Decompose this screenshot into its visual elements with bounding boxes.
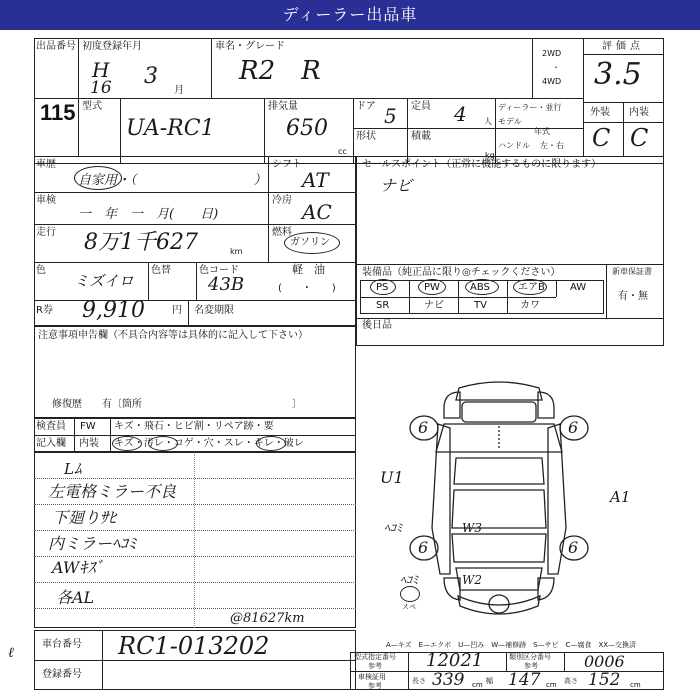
- row2-circle-3: [256, 436, 286, 451]
- shift-label: シフト: [272, 159, 302, 170]
- recycle-label: R券: [36, 305, 53, 316]
- notes-label: 注意事項申告欄（不具合内容等は具体的に記入して下さい）: [38, 330, 308, 341]
- wheel-rl: 6: [418, 538, 429, 557]
- inspection-label: 車検: [36, 195, 56, 206]
- car-name-value: R2 R: [239, 56, 321, 86]
- equip-pw: PW: [424, 282, 440, 293]
- exterior-value: C: [592, 124, 611, 152]
- displacement-unit: cc: [338, 147, 347, 156]
- equip-sr: SR: [376, 300, 390, 311]
- inspection-value: 一 年 一 月( 日): [78, 207, 219, 222]
- wheel-rr: 6: [568, 538, 579, 557]
- drive-2wd: 2WD: [542, 49, 562, 58]
- lot-label: 出品番号: [36, 41, 76, 52]
- doors-label: ドア: [356, 101, 376, 112]
- height-unit: cm: [630, 681, 641, 689]
- class-no-sub: 参考: [524, 662, 538, 670]
- damage-legend: A—キズ E—エクボ U—凹み W—補修跡 S—サビ C—腐食 XX—交換済: [386, 641, 637, 649]
- first-reg-era: H: [92, 58, 110, 82]
- recycle-value: 9,910: [82, 298, 145, 323]
- inspector-row2: キズ・汚レ・コゲ・穴・スレ・キレ・破レ: [114, 438, 304, 449]
- equip-abs-circle: [465, 279, 499, 295]
- capacity-label: 定員: [411, 101, 431, 112]
- color-value: ミズイロ: [74, 272, 134, 290]
- car-name-label: 車名・グレード: [215, 41, 285, 52]
- width-unit: cm: [546, 681, 557, 689]
- mark-dent-lower: ﾍｺﾐ: [400, 573, 419, 587]
- equip-ps: PS: [376, 282, 389, 293]
- sales-point-label: セールスポイント（正常に機能するものに限ります）: [362, 159, 602, 170]
- equip-ps-circle: [370, 279, 396, 295]
- entry-label: 記入欄: [36, 438, 66, 449]
- dealer-year: 年式: [534, 127, 550, 136]
- header-frame: [34, 38, 664, 164]
- model-value: UA-RC1: [126, 116, 215, 141]
- wheel-fr: 6: [568, 418, 579, 437]
- fuel-other: ( ・ ): [278, 283, 336, 294]
- interior-value: C: [630, 124, 649, 152]
- first-reg-month: 3: [144, 64, 158, 89]
- mileage-label: 走行: [36, 227, 56, 238]
- equip-leather: カワ: [520, 300, 540, 311]
- mark-dent-left: ﾍｺﾐ: [384, 521, 403, 535]
- equip-abs: ABS: [470, 282, 490, 293]
- color-label: 色: [36, 265, 46, 276]
- row2-circle-2: [148, 436, 178, 451]
- equip-pw-circle: [418, 279, 446, 295]
- margin-mark: ℓ: [8, 645, 14, 661]
- first-reg-label: 初度登録年月: [82, 41, 142, 52]
- width-value: 147: [508, 670, 541, 690]
- load-unit: kg: [485, 151, 495, 160]
- dealer-line1: ディーラー・並行: [498, 103, 562, 112]
- inspector-row1: キズ・飛石・ヒビ割・リペア跡・要: [114, 421, 274, 432]
- odometer-note: @81627km: [230, 611, 305, 626]
- load-label: 積載: [411, 131, 431, 142]
- class-no-label: 類別区分番号: [509, 653, 551, 661]
- inspector-label: 検査員: [36, 421, 66, 432]
- drive-sep: ・: [552, 63, 560, 72]
- equip-aw: AW: [570, 282, 587, 293]
- chassis-value: RC1-013202: [118, 632, 270, 660]
- dims-sub: 参考: [368, 682, 382, 690]
- equip-tv: TV: [474, 300, 487, 311]
- color-code-label: 色コード: [199, 265, 239, 276]
- spare-circle: [400, 586, 420, 602]
- height-label: 高さ: [564, 677, 578, 685]
- width-label: 幅: [486, 677, 493, 685]
- length-label: 長さ: [412, 677, 426, 685]
- fuel-circle: [284, 232, 340, 254]
- shift-value: AT: [302, 168, 329, 192]
- dealer-handle-side: 左・右: [540, 141, 564, 150]
- note-2: 左電格ミラー不良: [48, 482, 177, 501]
- equip-navi: ナビ: [424, 300, 444, 311]
- note-4: 内ミラーﾍｺﾐ: [48, 534, 137, 553]
- fuel-diesel: 軽 油: [292, 263, 325, 276]
- length-value: 339: [432, 670, 465, 690]
- color-change-label: 色替: [151, 265, 171, 276]
- length-unit: cm: [472, 681, 483, 689]
- wheel-fl: 6: [418, 418, 429, 437]
- warranty-value: 有・無: [618, 291, 648, 302]
- capacity-unit: 人: [484, 117, 492, 126]
- note-1: Lﾑ: [64, 460, 82, 478]
- auction-banner: ディーラー出品車: [0, 0, 700, 30]
- fuel-gasoline: ガソリン: [290, 237, 330, 248]
- shape-label: 形状: [356, 131, 376, 142]
- interior-label: 内装: [629, 107, 649, 118]
- reg-no-label: 登録番号: [42, 669, 82, 680]
- warranty-label: 新車保証書: [612, 267, 652, 276]
- aircon-value: AC: [302, 200, 332, 224]
- inspector-interior: 内装: [79, 438, 99, 449]
- grade-value: 3.5: [594, 57, 642, 92]
- drive-4wd: 4WD: [542, 77, 562, 86]
- doors-value: 5: [384, 104, 397, 128]
- color-code-value: 43B: [208, 274, 245, 295]
- type-no-sub: 参考: [368, 662, 382, 670]
- equipment-label: 装備品（純正品に限り◎チェックください）: [362, 267, 561, 278]
- recycle-unit: 円: [172, 305, 182, 316]
- note-6: 各AL: [56, 588, 95, 607]
- note-5: AWｷｽﾞ: [52, 558, 104, 577]
- equip-airbag: エアB: [518, 282, 545, 293]
- repair-history: 修復歴 有〔箇所 〕: [52, 399, 302, 410]
- mark-w2: W2: [462, 573, 482, 587]
- model-label: 型式: [82, 101, 102, 112]
- capacity-value: 4: [454, 102, 467, 126]
- equip-airbag-circle: [513, 279, 547, 295]
- first-reg-year: 16: [90, 78, 112, 98]
- sales-point-value: ナビ: [380, 176, 413, 195]
- inspector-fw: FW: [80, 421, 96, 432]
- mark-a1: A1: [610, 488, 631, 506]
- exterior-label: 外装: [590, 107, 610, 118]
- spare-label: スペ: [402, 603, 416, 611]
- displacement-label: 排気量: [268, 101, 298, 112]
- lot-number: 115: [40, 100, 76, 125]
- dealer-handle: ハンドル: [498, 141, 530, 150]
- grade-label: 評価点: [602, 41, 644, 52]
- type-no-value: 12021: [426, 650, 484, 671]
- name-change-label: 名変期限: [194, 305, 234, 316]
- dims-label: 車検証用: [358, 673, 386, 681]
- row2-circle-1: [112, 436, 142, 451]
- mark-u1: U1: [380, 468, 404, 487]
- history-value: 自家用・（ ）: [78, 173, 267, 188]
- note-3: 下廻りｻﾋ: [52, 508, 117, 527]
- mark-w3: W3: [462, 521, 482, 535]
- mileage-value: 8万1千627: [84, 230, 198, 255]
- fuel-label: 燃料: [272, 227, 292, 238]
- auction-sheet: [34, 38, 664, 690]
- class-no-value: 0006: [584, 652, 625, 671]
- history-label: 車歴: [36, 159, 56, 170]
- chassis-label: 車台番号: [42, 639, 82, 650]
- height-value: 152: [588, 670, 621, 690]
- first-reg-month-unit: 月: [174, 85, 184, 96]
- displacement-value: 650: [286, 116, 328, 141]
- aircon-label: 冷房: [272, 195, 292, 206]
- car-diagram: [404, 378, 594, 622]
- history-circle: [74, 166, 122, 190]
- aftermarket-label: 後日品: [362, 320, 392, 331]
- mileage-unit: km: [230, 247, 243, 256]
- type-no-label: 型式指定番号: [354, 653, 396, 661]
- dealer-model: モデル: [498, 117, 522, 126]
